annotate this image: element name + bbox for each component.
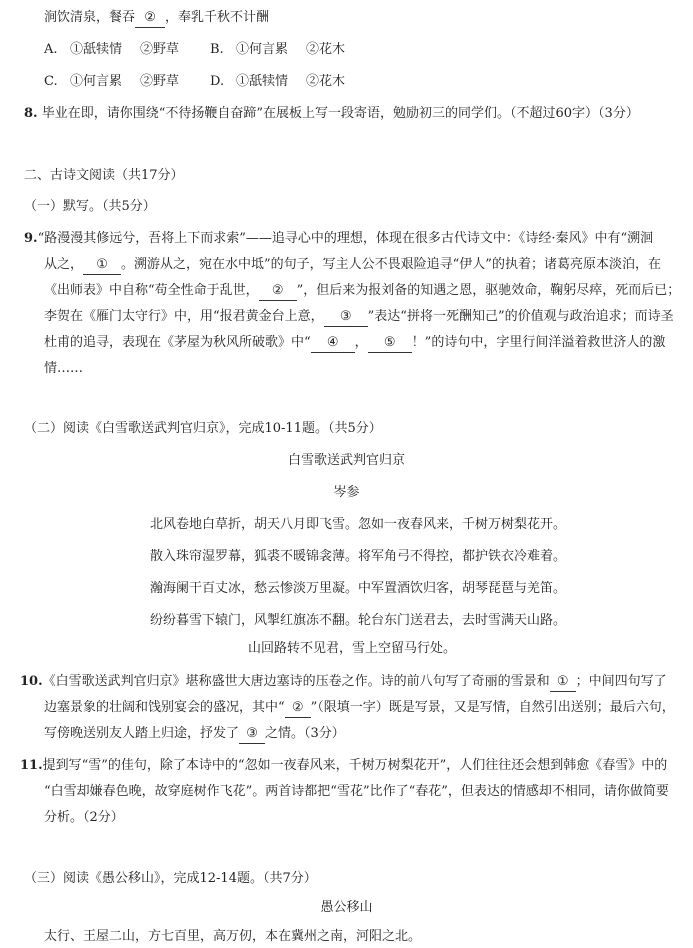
question-9-line-3: 《出师表》中自称“苟全性命于乱世， ② ”，但后来为报刘备的知遇之恩，驱驰效命，鞠躬尽瘁，死而后已； — [44, 282, 680, 301]
answer-blank: ⑤ — [368, 334, 412, 353]
question-9-line-2: 从之， ① 。溯游从之，宛在水中坻”的句子，写主人公不畏艰险追寻“伊人”的执着；诸葛亮原本淡泊，在 — [44, 256, 661, 275]
option-letter: B. — [210, 42, 224, 57]
q7-options-row-1: A. ①舐犊情 ②野草 B. ①何言累 ②花木 — [44, 42, 346, 57]
question-11-line-2: “白雪却嫌春色晚，故穿庭树作飞花”。两首诗都把“雪花”比作了“春花”，但表达的情感却不相同，请你做简要 — [44, 784, 669, 799]
answer-blank: ② — [259, 282, 297, 301]
answer-blank: ① — [550, 673, 576, 692]
poem-title: 白雪歌送武判官归京 — [287, 453, 405, 468]
essay-first-line: 太行、王屋二山，方七百里，高万仞，本在冀州之南，河阳之北。 — [44, 929, 422, 944]
subsection-2-title: （二）阅读《白雪歌送武判官归京》，完成10-11题。（共5分） — [24, 421, 382, 436]
question-9-line-1: 9.“路漫漫其修远兮，吾将上下而求索”——追寻心中的理想，体现在很多古代诗文中：《诗经·秦风》中有“溯洄 — [24, 231, 654, 246]
q7-tail-line: 涧饮清泉，餐吞 ② ，奉乳千秋不计酬 — [44, 9, 269, 28]
section-2-title: 二、古诗文阅读（共17分） — [24, 168, 184, 183]
answer-blank: ③ — [239, 725, 265, 744]
question-number: 11. — [20, 758, 43, 773]
question-number: 8. — [24, 106, 38, 121]
question-10-line-2: 边塞景象的壮阔和饯别宴会的盛况，其中“ ② ”（限填一字）既是写景，又是写情，自然引出送别；最后六句， — [44, 699, 675, 718]
question-9-line-4: 李贺在《雁门太守行》中，用“报君黄金台上意， ③ ”表达“拼将一死酬知己”的价值观与政治追求；而诗圣 — [44, 308, 674, 327]
question-8 — [24, 105, 639, 123]
question-11-line-1: 11.提到写“雪”的佳句，除了本诗中的“忽如一夜春风来，千树万树梨花开”，人们往往还会想到韩愈《春雪》中的 — [20, 758, 668, 773]
poem-author: 岑参 — [333, 485, 360, 500]
subsection-1-title: （一）默写。（共5分） — [24, 199, 156, 214]
poem-line: 山回路转不见君，雪上空留马行处。 — [248, 641, 457, 656]
question-10-line-3: 写傍晚送别友人踏上归途，抒发了 ③ 之情。（3分） — [44, 725, 345, 744]
question-number: 9. — [24, 231, 38, 246]
subsection-3-title: （三）阅读《愚公移山》，完成12-14题。（共7分） — [24, 871, 317, 886]
question-number: 10. — [20, 674, 43, 689]
answer-blank: ② — [285, 699, 311, 718]
answer-blank: ③ — [324, 308, 368, 327]
answer-blank: ① — [83, 256, 121, 275]
question-9-line-5: 杜甫的追寻，表现在《茅屋为秋风所破歌》中“ ④ ， ⑤ ！”的诗句中，字里行间洋溢着救世济人的激 — [44, 334, 665, 353]
essay-title: 愚公移山 — [320, 900, 373, 915]
option-letter: D. — [210, 74, 225, 89]
poem-line: 瀚海阑干百丈冰，愁云惨淡万里凝。中军置酒饮归客，胡琴琵琶与羌笛。 — [150, 581, 567, 596]
answer-blank: ④ — [311, 334, 355, 353]
option-letter: A. — [44, 42, 58, 57]
option-letter: C. — [44, 74, 58, 89]
q7-options-row-2: C. ①何言累 ②野草 D. ①舐犊情 ②花木 — [44, 74, 346, 89]
question-text: 毕业在即，请你围绕“不待扬鞭自奋蹄”在展板上写一段寄语，勉励初三的同学们。（不超过60字）（3分） — [41, 106, 639, 121]
poem-line: 纷纷暮雪下辕门，风掣红旗冻不翻。轮台东门送君去，去时雪满天山路。 — [150, 613, 567, 628]
q7-blank: ② — [135, 9, 165, 28]
poem-line: 散入珠帘湿罗幕，狐裘不暖锦衾薄。将军角弓不得控，都护铁衣冷难着。 — [150, 549, 567, 564]
question-11-line-3: 分析。（2分） — [44, 810, 124, 825]
poem-line: 北风卷地白草折，胡天八月即飞雪。忽如一夜春风来，千树万树梨花开。 — [150, 517, 567, 532]
question-9-line-6: 情…… — [44, 361, 84, 376]
question-10-line-1: 10.《白雪歌送武判官归京》堪称盛世大唐边塞诗的压卷之作。诗的前八句写了奇丽的雪景和 ① ；中间四句写了 — [20, 673, 667, 692]
